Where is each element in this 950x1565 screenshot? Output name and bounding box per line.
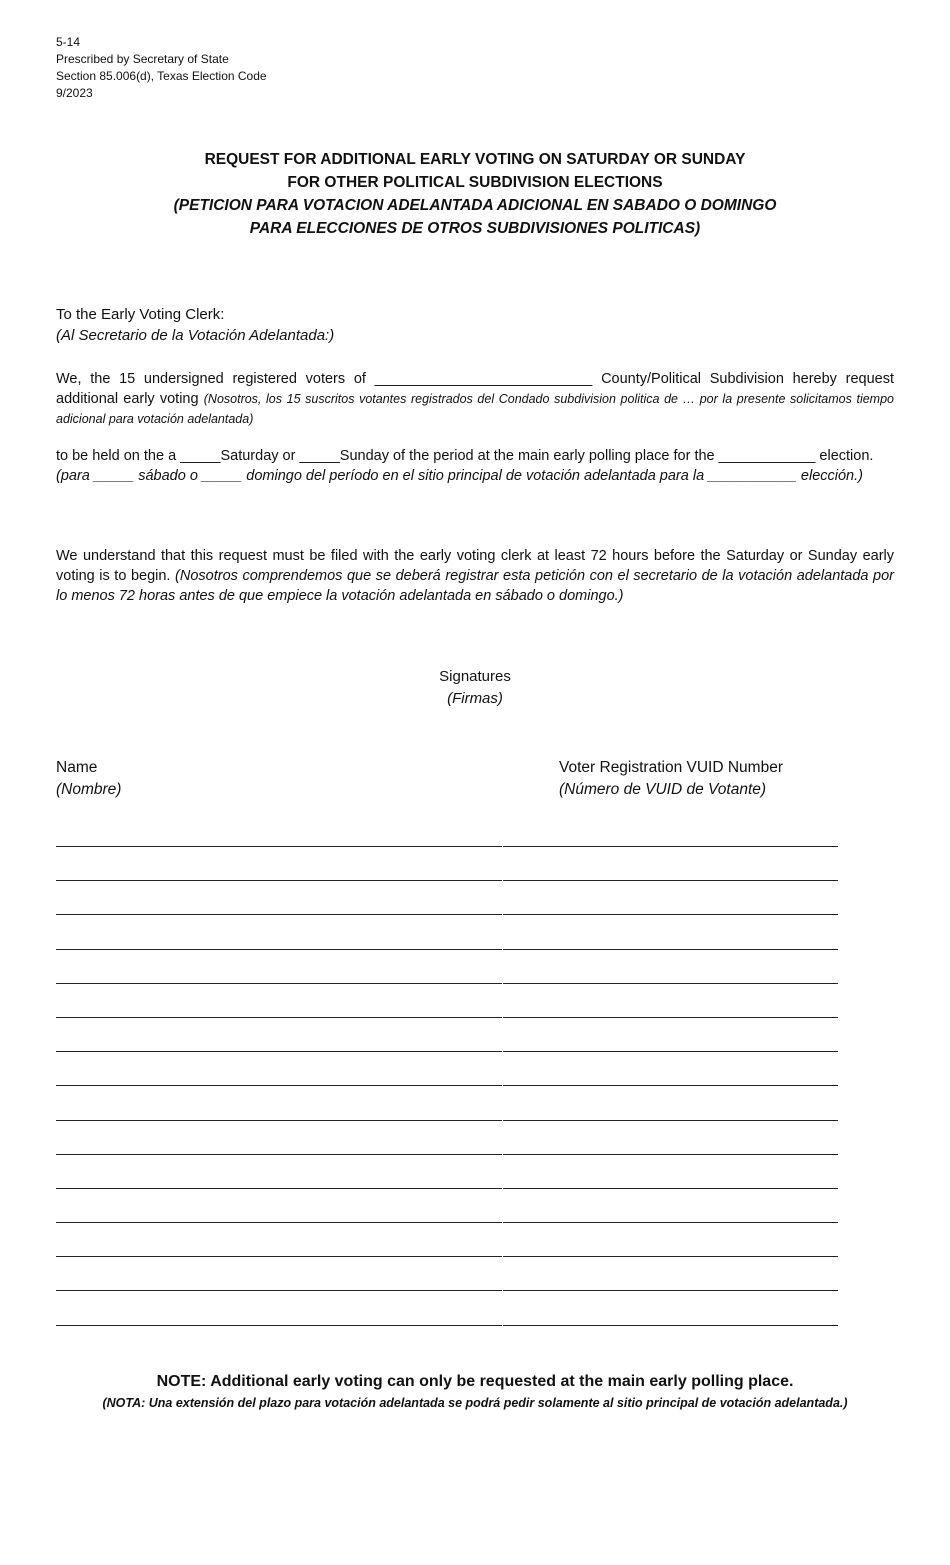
name-blank-line[interactable] xyxy=(56,949,502,950)
name-blank-line[interactable] xyxy=(56,983,502,984)
vuid-blank-line[interactable] xyxy=(503,1222,838,1223)
signature-row xyxy=(56,1315,838,1349)
schedule-english: to be held on the a _____Saturday or _____Sunday of the period at the main early polling place for the ____________ election. xyxy=(56,448,874,464)
vuid-blank-line[interactable] xyxy=(503,1154,838,1155)
name-blank-line[interactable] xyxy=(56,1256,502,1257)
name-blank-line[interactable] xyxy=(56,1222,502,1223)
signature-row xyxy=(56,973,838,1007)
vuid-blank-line[interactable] xyxy=(503,1325,838,1326)
vuid-blank-line[interactable] xyxy=(503,1120,838,1121)
vuid-blank-line[interactable] xyxy=(503,949,838,950)
title-line-4: PARA ELECCIONES DE OTROS SUBDIVISIONES POLITICAS) xyxy=(249,220,701,237)
signature-row xyxy=(56,836,838,870)
vuid-spanish: (Número de VUID de Votante) xyxy=(559,781,767,798)
understanding-paragraph xyxy=(56,546,894,606)
signature-row xyxy=(56,1007,838,1041)
form-header xyxy=(56,34,267,102)
signature-row xyxy=(56,870,838,904)
vuid-blank-line[interactable] xyxy=(503,846,838,847)
code-section: Section 85.006(d), Texas Election Code xyxy=(56,69,267,83)
name-blank-line[interactable] xyxy=(56,1017,502,1018)
salutation xyxy=(56,304,894,346)
vuid-blank-line[interactable] xyxy=(503,983,838,984)
name-spanish: (Nombre) xyxy=(56,781,122,798)
schedule-paragraph xyxy=(56,446,894,486)
request-english: We, the 15 undersigned registered voters of ___________________________ County/Political Subdivision hereby request additional early voting xyxy=(56,371,894,407)
vuid-blank-line[interactable] xyxy=(503,1256,838,1257)
title-line-3: (PETICION PARA VOTACION ADELANTADA ADICIONAL EN SABADO O DOMINGO xyxy=(173,197,777,214)
salutation-spanish: (Al Secretario de la Votación Adelantada:) xyxy=(56,327,335,344)
name-blank-line[interactable] xyxy=(56,1154,502,1155)
name-blank-line[interactable] xyxy=(56,880,502,881)
signatures-heading xyxy=(0,666,950,710)
form-number: 5-14 xyxy=(56,35,81,49)
name-blank-line[interactable] xyxy=(56,1325,502,1326)
signature-row xyxy=(56,1178,838,1212)
vuid-blank-line[interactable] xyxy=(503,880,838,881)
signature-row xyxy=(56,1280,838,1314)
signatures-spanish: (Firmas) xyxy=(447,690,503,707)
vuid-english: Voter Registration VUID Number xyxy=(559,759,783,776)
name-column-header xyxy=(56,757,121,801)
title-line-1: REQUEST FOR ADDITIONAL EARLY VOTING ON SATURDAY OR SUNDAY xyxy=(204,151,746,168)
name-blank-line[interactable] xyxy=(56,914,502,915)
request-paragraph xyxy=(56,369,894,429)
signature-row xyxy=(56,939,838,973)
vuid-blank-line[interactable] xyxy=(503,1017,838,1018)
signature-row xyxy=(56,904,838,938)
signature-lines xyxy=(56,836,838,1349)
signatures-english: Signatures xyxy=(439,668,511,685)
name-blank-line[interactable] xyxy=(56,1051,502,1052)
signature-row xyxy=(56,1144,838,1178)
name-blank-line[interactable] xyxy=(56,1120,502,1121)
form-title xyxy=(0,148,950,240)
signature-row xyxy=(56,1110,838,1144)
signature-row xyxy=(56,1075,838,1109)
understanding-english: We understand that this request must be filed with the early voting clerk at least 72 hours before the Saturday or Sunday early voting is to begin. xyxy=(56,548,894,584)
understanding-spanish: (Nosotros comprendemos que se deberá registrar esta petición con el secretario de la votación adelantada por lo menos 72 horas antes de que empiece la votación adelantada en sábado o domingo.) xyxy=(56,568,895,604)
vuid-blank-line[interactable] xyxy=(503,1085,838,1086)
request-spanish: (Nosotros, los 15 suscritos votantes registrados del Condado subdivision politica de … por la presente solicitamos tiempo adicional para votación adelantada) xyxy=(56,392,894,426)
signature-row xyxy=(56,1041,838,1075)
name-english: Name xyxy=(56,759,98,776)
name-blank-line[interactable] xyxy=(56,1085,502,1086)
vuid-column-header xyxy=(559,757,783,801)
name-blank-line[interactable] xyxy=(56,846,502,847)
salutation-english: To the Early Voting Clerk: xyxy=(56,306,225,323)
signature-row xyxy=(56,1246,838,1280)
title-line-2: FOR OTHER POLITICAL SUBDIVISION ELECTIONS xyxy=(287,174,663,191)
vuid-blank-line[interactable] xyxy=(503,1188,838,1189)
name-blank-line[interactable] xyxy=(56,1290,502,1291)
vuid-blank-line[interactable] xyxy=(503,1290,838,1291)
note-spanish: (NOTA: Una extensión del plazo para votación adelantada se podrá pedir solamente al sitio principal de votación adelantada.) xyxy=(102,1396,848,1410)
vuid-blank-line[interactable] xyxy=(503,914,838,915)
prescribed-by: Prescribed by Secretary of State xyxy=(56,52,229,66)
vuid-blank-line[interactable] xyxy=(503,1051,838,1052)
form-date: 9/2023 xyxy=(56,86,93,100)
signature-row xyxy=(56,1212,838,1246)
schedule-spanish: (para _____ sábado o _____ domingo del período en el sitio principal de votación adelantada para la ___________ elección.) xyxy=(56,468,863,484)
note-english: NOTE: Additional early voting can only be requested at the main early polling place. xyxy=(156,1373,794,1390)
name-blank-line[interactable] xyxy=(56,1188,502,1189)
